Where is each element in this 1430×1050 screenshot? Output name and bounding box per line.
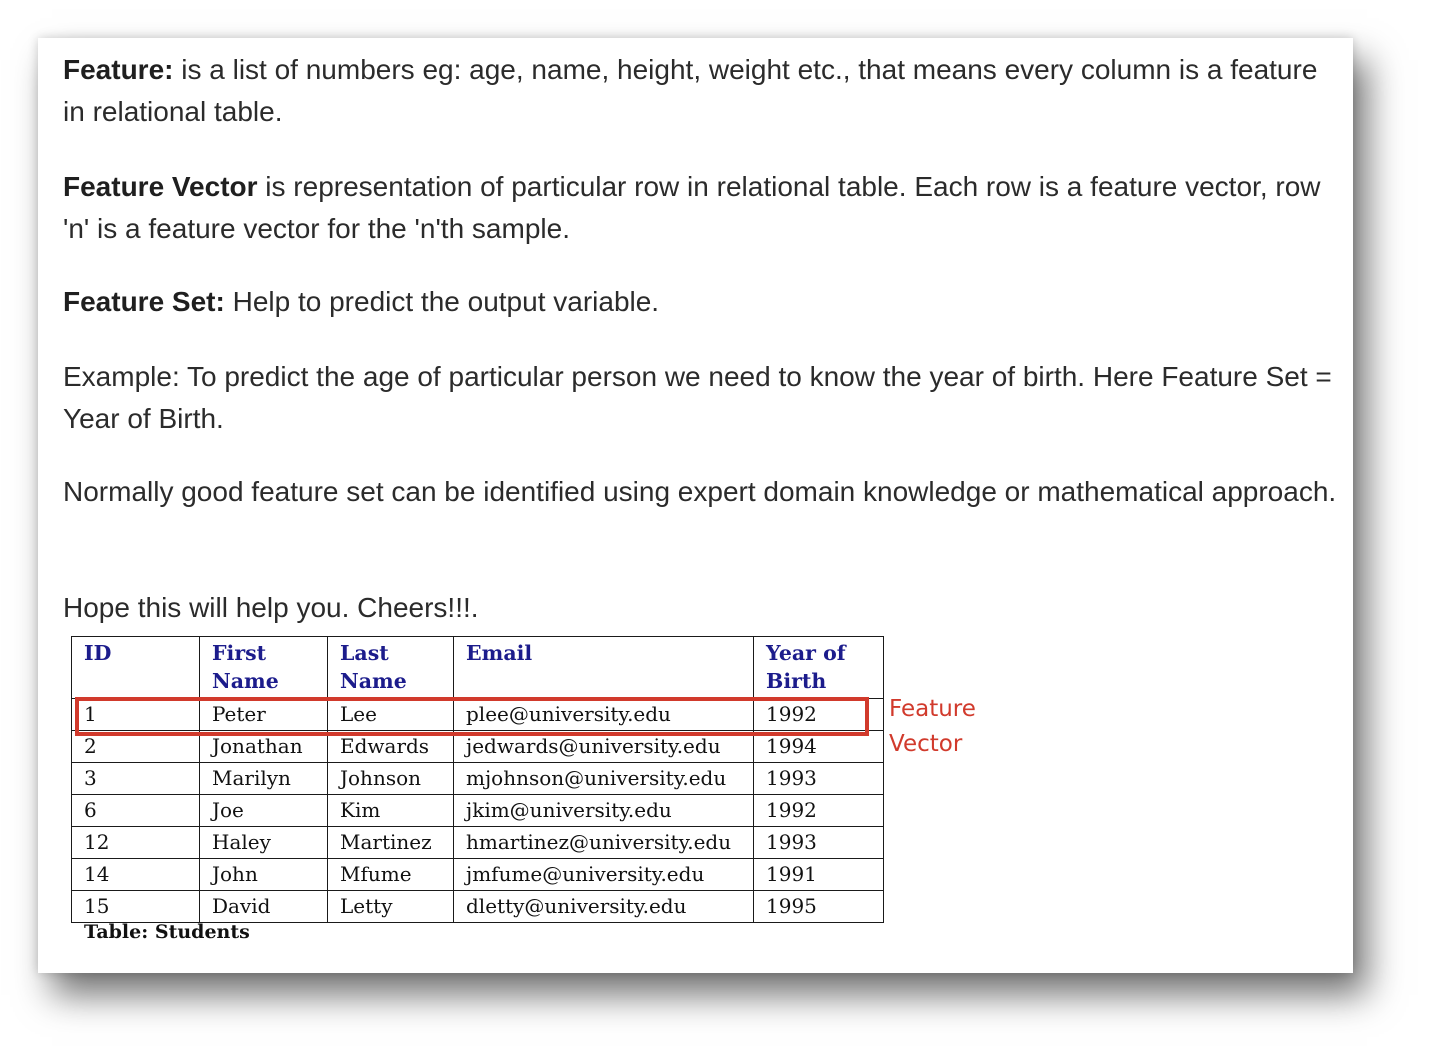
- cell-first-name: Joe: [200, 795, 328, 827]
- cell-year-of-birth: 1992: [754, 699, 884, 731]
- header-email: Email: [454, 637, 754, 699]
- feature-set-paragraph: [63, 281, 1338, 323]
- cell-last-name: Letty: [328, 891, 454, 923]
- example-paragraph: Example: To predict the age of particular person we need to know the year of birth. Here Feature Set = Year of Birth.: [63, 361, 1332, 434]
- cell-year-of-birth: 1993: [754, 827, 884, 859]
- cell-email: mjohnson@university.edu: [454, 763, 754, 795]
- cell-year-of-birth: 1995: [754, 891, 884, 923]
- header-first-name: First Name: [200, 637, 328, 699]
- cell-first-name: Marilyn: [200, 763, 328, 795]
- header-id: ID: [72, 637, 200, 699]
- cell-last-name: Kim: [328, 795, 454, 827]
- cell-first-name: Haley: [200, 827, 328, 859]
- table-row: [72, 763, 884, 795]
- cell-email: dletty@university.edu: [454, 891, 754, 923]
- cell-email: plee@university.edu: [454, 699, 754, 731]
- table-header-row: [72, 637, 884, 699]
- normally-paragraph: Normally good feature set can be identified using expert domain knowledge or mathematical approach.: [63, 476, 1337, 507]
- table-caption: Table: Students: [84, 921, 250, 943]
- header-last-name: Last Name: [328, 637, 454, 699]
- cell-last-name: Johnson: [328, 763, 454, 795]
- cell-id: 14: [72, 859, 200, 891]
- cell-year-of-birth: 1994: [754, 731, 884, 763]
- feature-vector-highlight-box: [75, 697, 869, 736]
- cell-first-name: Jonathan: [200, 731, 328, 763]
- table-row: [72, 795, 884, 827]
- closing-paragraph: Hope this will help you. Cheers!!!.: [63, 592, 479, 623]
- feature-vector-definition: is representation of particular row in relational table. Each row is a feature vector, row 'n' is a feature vector for the 'n'th sample.: [63, 171, 1321, 244]
- annotation-line-2: Vector: [889, 731, 963, 757]
- content-card: [38, 38, 1353, 973]
- header-year-of-birth: Year of Birth: [754, 637, 884, 699]
- feature-term: Feature:: [63, 54, 174, 85]
- cell-year-of-birth: 1992: [754, 795, 884, 827]
- feature-vector-annotation: [889, 692, 976, 762]
- cell-first-name: Peter: [200, 699, 328, 731]
- cell-last-name: Lee: [328, 699, 454, 731]
- cell-last-name: Mfume: [328, 859, 454, 891]
- feature-definition: is a list of numbers eg: age, name, height, weight etc., that means every column is a feature in relational table.: [63, 54, 1318, 127]
- cell-id: 12: [72, 827, 200, 859]
- cell-id: 6: [72, 795, 200, 827]
- students-table: [71, 636, 884, 923]
- feature-vector-paragraph: [63, 166, 1338, 250]
- feature-set-definition: Help to predict the output variable.: [224, 286, 660, 317]
- cell-first-name: David: [200, 891, 328, 923]
- cell-email: hmartinez@university.edu: [454, 827, 754, 859]
- cell-last-name: Martinez: [328, 827, 454, 859]
- feature-paragraph: [63, 49, 1338, 133]
- table-row: [72, 827, 884, 859]
- cell-last-name: Edwards: [328, 731, 454, 763]
- cell-email: jedwards@university.edu: [454, 731, 754, 763]
- table-row: [72, 891, 884, 923]
- feature-set-term: Feature Set:: [63, 286, 225, 317]
- cell-id: 2: [72, 731, 200, 763]
- cell-email: jkim@university.edu: [454, 795, 754, 827]
- cell-year-of-birth: 1993: [754, 763, 884, 795]
- annotation-line-1: Feature: [889, 696, 976, 722]
- cell-id: 3: [72, 763, 200, 795]
- cell-email: jmfume@university.edu: [454, 859, 754, 891]
- cell-id: 1: [72, 699, 200, 731]
- table-row: [72, 859, 884, 891]
- cell-first-name: John: [200, 859, 328, 891]
- cell-id: 15: [72, 891, 200, 923]
- cell-year-of-birth: 1991: [754, 859, 884, 891]
- feature-vector-term: Feature Vector: [63, 171, 258, 202]
